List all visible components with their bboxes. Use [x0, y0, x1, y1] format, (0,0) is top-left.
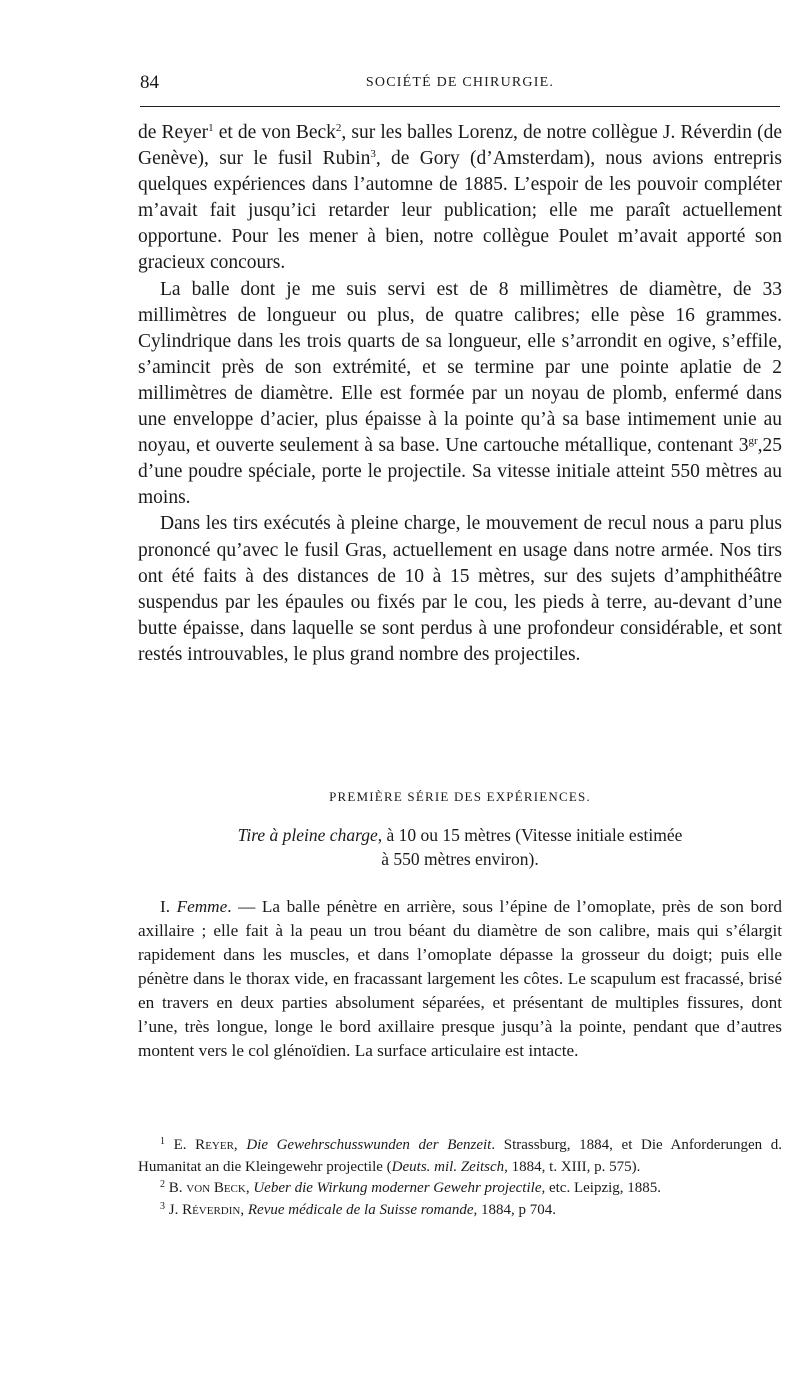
observation-numeral: I. [160, 897, 177, 916]
footnote-3: $^3$ J. Réverdin, Revue médicale de la Suisse romande, 1884, p 704. [138, 1200, 782, 1222]
footnote-3-title: Revue médicale de la Suisse romande [247, 1201, 474, 1218]
observation-1 [138, 895, 782, 1063]
paragraph-1-text-c: , sur les balles Lorenz, de notre collègue J. Réverdin (de Genève), sur le fusil Rubin [138, 122, 782, 170]
footnote-1-journal: Deuts. mil. Zeitsch, [391, 1158, 508, 1175]
subtitle-text: , à 10 ou 15 mètres (Vitesse initiale estimée [377, 825, 683, 845]
footnote-3-author: J. Réverdin [168, 1201, 241, 1218]
footnote-2-author: B. von Beck [168, 1180, 246, 1196]
footnote-1-mark: 1 [160, 1136, 165, 1147]
observation-subject: Femme [176, 897, 228, 916]
subtitle-line-2: à 550 mètres environ). [381, 849, 539, 869]
footnotes [138, 1135, 782, 1221]
paragraph-1-text-d: , de Gory (d’Amsterdam), nous avions entrepris quelques expériences dans l’automne de 1885. L’espoir de les pouvoir compléter m’avait fait jusqu’ici retarder leur publication; elle me paraît actuellement opportune. Pour les mener à bien, notre collègue Poulet m’avait apporté son gracieux concours. [138, 148, 782, 274]
footnote-3-text: , 1884, p 704. [473, 1201, 556, 1218]
paragraph-2 [138, 277, 782, 512]
footnote-1-author: E. Reyer [173, 1137, 234, 1153]
footnote-1-text-b: 1884, t. XIII, p. 575). [507, 1158, 641, 1175]
page-number: 84 [140, 72, 159, 93]
header-rule [140, 106, 780, 107]
section-subtitle [140, 823, 780, 871]
main-text [138, 120, 782, 668]
footnote-1-text-a: . Strassburg, 1884, et Die Anforderungen d. Humanitat an die Kleingewehr projectile ( [138, 1137, 782, 1175]
paragraph-2-text-b: ,25 d’une poudre spéciale, porte le projectile. Sa vitesse initiale atteint 550 mètres au moins. [138, 435, 782, 509]
observation-paragraph [138, 895, 782, 1063]
subtitle-italic: Tire à pleine charge [237, 825, 378, 845]
footnote-ref-3: 3 [370, 148, 376, 161]
page-header [140, 72, 780, 98]
footnote-2-text: , etc. Leipzig, 1885. [541, 1180, 662, 1196]
paragraph-1-text-a: de Reyer [138, 122, 209, 143]
running-head: SOCIÉTÉ DE CHIRURGIE. [365, 75, 555, 90]
footnote-ref-2: 2 [335, 122, 342, 134]
paragraph-1-text-b: et de von Beck [213, 122, 336, 143]
footnote-2-mark: 2 [160, 1179, 165, 1190]
footnote-2: $^2$ B. von Beck, Ueber die Wirkung moderner Gewehr projectile, etc. Leipzig, 1885. [138, 1178, 782, 1200]
paragraph-2-text-a: La balle dont je me suis servi est de 8 millimètres de diamètre, de 33 millimètres de longueur ou plus, de quatre calibres; elle pèse 16 grammes. Cylindrique dans les trois quarts de sa longueur, elle s’arrondit en ogive, s’effile, s’amincit près de son extrémité, et se termine par une pointe aplatie de 2 millimètres de diamètre. Elle est formée par un noyau de plomb, enfermé dans une enveloppe d’acier, plus épaisse à la pointe qu’à sa base intimement unie au noyau, et ouverte seulement à sa base. Une cartouche métallique, contenant 3 [138, 278, 782, 457]
footnote-3-mark: 3 [160, 1200, 165, 1212]
footnote-1: $^1$ E. Reyer, Die Gewehrschusswunden der Benzeit. Strassburg, 1884, et Die Anforderungen d. Humanitat an die Kleingewehr projectile (Deuts. mil. Zeitsch, 1884, t. XIII, p. 575). [138, 1136, 782, 1175]
footnote-2-title: Ueber die Wirkung moderner Gewehr projectile [253, 1180, 542, 1196]
paragraph-1 [138, 120, 782, 277]
observation-text: . — La balle pénètre en arrière, sous l’épine de l’omoplate, près de son bord axillaire ; elle fait à la peau un trou béant du diamètre de son calibre, mais qui s’élargit rapidement dans les muscles, et dans l’omoplate dépasse la grosseur du doigt; puis elle pénètre dans le thorax vide, en fracassant largement les côtes. Le scapulum est fracassé, brisé en travers en deux parties absolument séparées, et présentant de multiples fissures, dont l’une, très longue, longe le bord axillaire presque jusqu’à la pointe, pendant que d’autres montent vers le col glénoïdien. La surface articulaire est intacte. [138, 897, 782, 1060]
footnote-1-title: Die Gewehrschusswunden der Benzeit [246, 1137, 492, 1153]
section-title: PREMIÈRE SÉRIE DES EXPÉRIENCES. [329, 789, 591, 804]
unit-superscript: gr [748, 435, 758, 448]
footnote-ref-1: 1 [208, 122, 214, 134]
paragraph-3: Dans les tirs exécutés à pleine charge, le mouvement de recul nous a paru plus prononcé qu’avec le fusil Gras, actuellement en usage dans notre armée. Nos tirs ont été faits à des distances de 10 à 15 mètres, sur des sujets d’amphithéâtre suspendus par les épaules ou fixés par le cou, les pieds à terre, au-devant d’une butte épaisse, dans laquelle se sont perdus à une profondeur considérable, et sont restés introuvables, le plus grand nombre des projectiles. [138, 513, 782, 665]
